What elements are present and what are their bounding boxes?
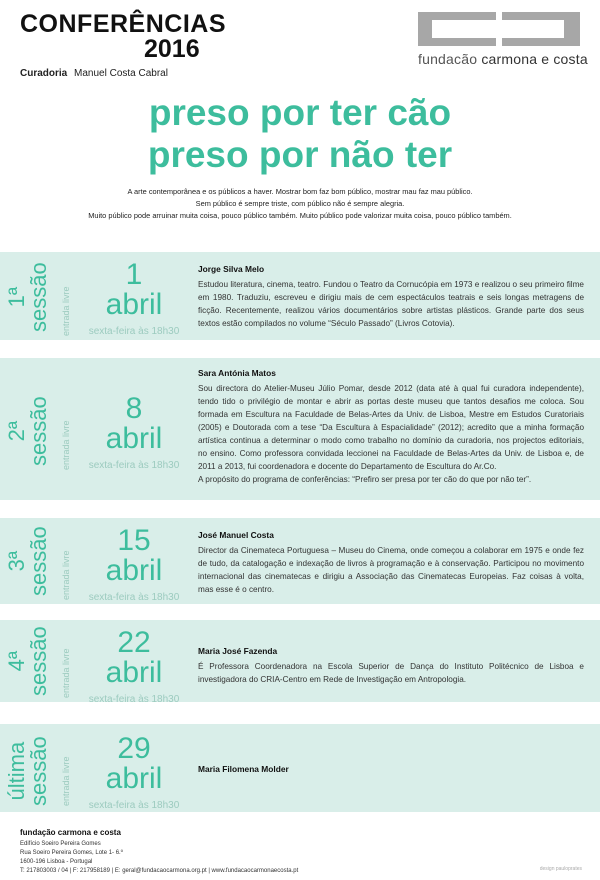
speaker-bio	[198, 764, 584, 778]
page-title: CONFERÊNCIAS	[20, 10, 227, 38]
speaker-text: Director da Cinemateca Portuguesa – Museu do Cinema, onde começou a colaborar em 1975 e onde fez de tudo, da catalogação e indexação de livros à programação e à conservação. Participou no movimento internacional das cinematecas e dirigiu a Associação das Cinematecas Europeias. Faz coisas à volta, mas esse é o centro.	[198, 546, 584, 594]
foundation-logo	[418, 12, 588, 67]
footer	[20, 828, 298, 876]
curator-line	[20, 68, 226, 79]
session-4	[0, 620, 600, 705]
session-date: 1 abril sexta-feira às 18h30	[88, 258, 180, 337]
session-date: 15 abril sexta-feira às 18h30	[88, 524, 180, 603]
speaker-name: José Manuel Costa	[198, 530, 274, 540]
speaker-name: Jorge Silva Melo	[198, 264, 265, 274]
headline-line-2: preso por não ter	[147, 134, 453, 175]
entry-free-label: entrada livre	[61, 550, 71, 600]
session-date: 8 abril sexta-feira às 18h30	[88, 392, 180, 471]
session-label: 1ª sessão	[4, 262, 51, 332]
speaker-text: Estudou literatura, cinema, teatro. Fundou o Teatro da Cornucópia em 1973 e realizou o seu primeiro filme em 1980. Traduziu, escreveu e dirigiu mais de cem espectáculos teatrais e seis longas metragens de ficção. Recentemente, realizou vários documentários sobre artistas plásticos. Grande parte dos seus textos estão compilados no volume “Século Passado” (Livros Cotovia).	[198, 280, 584, 328]
speaker-name: Maria José Fazenda	[198, 646, 278, 656]
session-label: 4ª sessão	[4, 626, 51, 696]
footer-address-line: Rua Soeiro Pereira Gomes, Lote 1- 6.º	[20, 850, 123, 856]
footer-contact-line: T: 217803003 / 04 | F: 217958189 | E: geral@fundacaocarmona.org.pt | www.fundacaocarmonaecosta.pt	[20, 868, 299, 874]
entry-free-label: entrada livre	[61, 420, 71, 470]
intro-text	[0, 186, 600, 222]
speaker-text: Sou directora do Atelier-Museu Júlio Pomar, desde 2012 (data até à qual fui curadora independente), tendo tido o privilégio de montar e abrir as portas deste museu que tantos desafios me coloca. Sou formada em Escultura na Faculdade de Belas-Artes da Univ. de Lisboa, Mestre em Estudos Curatoriais (2005) e Doutorada com a tese “Da Escultura à Espacialidade” (2012); acredito que a minha formação artística continua a determinar o modo como trabalho no domínio da curadoria, nos projectos editoriais, no ensino. Como professora convidada leccionei na Faculdade de Belas-Artes da Univ. de Lisboa e, de 2011 a 2013, fui coordenadora e docente do Departamento de Escultura do Ar.Co.	[198, 384, 584, 471]
entry-free-label: entrada livre	[61, 286, 71, 336]
entry-free-label: entrada livre	[61, 648, 71, 698]
design-credit: design pauloprates	[539, 866, 582, 872]
speaker-name: Sara Antónia Matos	[198, 368, 276, 378]
header	[20, 12, 226, 79]
session-label: 3ª sessão	[4, 526, 51, 596]
curadoria-label: Curadoria	[20, 68, 68, 79]
page-year: 2016	[144, 35, 200, 63]
session-label: 2ª sessão	[4, 396, 51, 466]
speaker-bio	[198, 646, 584, 686]
session-date: 22 abril sexta-feira às 18h30	[88, 626, 180, 705]
session-label: última sessão	[4, 736, 51, 806]
intro-line: Muito público pode arruinar muita coisa, pouco público também. Muito público pode valorizar muita coisa, pouco público também.	[88, 211, 512, 220]
speaker-note: A propósito do programa de conferências: “Prefiro ser presa por ter cão do que por não ter”.	[198, 475, 532, 484]
speaker-bio	[198, 264, 584, 330]
session-date: 29 abril sexta-feira às 18h30	[88, 732, 180, 811]
session-1	[0, 252, 600, 340]
footer-org-name: fundação carmona e costa	[20, 828, 121, 837]
footer-address-line: Edifício Soeiro Pereira Gomes	[20, 841, 101, 847]
session-3	[0, 518, 600, 604]
speaker-text: É Professora Coordenadora na Escola Superior de Dança do Instituto Politécnico de Lisboa e investigadora do CRIA-Centro em Rede de Investigação em Antropologia.	[198, 662, 584, 684]
headline-line-1: preso por ter cão	[148, 92, 452, 133]
logo-wordmark: fundacão carmona e costa	[418, 51, 588, 67]
logo-mark-icon	[418, 12, 580, 46]
session-2	[0, 358, 600, 500]
curator-name: Manuel Costa Cabral	[74, 68, 168, 79]
session-5	[0, 724, 600, 812]
headline	[0, 92, 600, 176]
speaker-bio	[198, 368, 584, 486]
speaker-bio	[198, 530, 584, 596]
footer-address-line: 1600-196 Lisboa - Portugal	[20, 859, 93, 865]
speaker-name: Maria Filomena Molder	[198, 764, 289, 774]
entry-free-label: entrada livre	[61, 756, 71, 806]
intro-line: Sem público é sempre triste, com público não é sempre alegria.	[195, 199, 405, 208]
intro-line: A arte contemporânea e os públicos a haver. Mostrar bom faz bom público, mostrar mau faz mau público.	[127, 187, 473, 196]
